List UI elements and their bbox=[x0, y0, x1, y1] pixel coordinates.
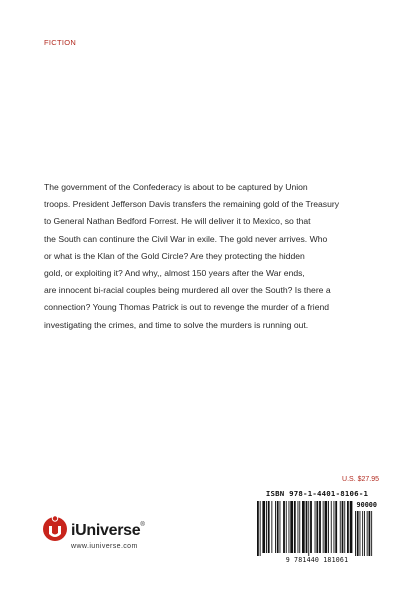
barcode-bar bbox=[350, 501, 353, 553]
barcode-bar bbox=[347, 501, 349, 553]
barcode-bar bbox=[331, 501, 332, 553]
barcode-bar bbox=[271, 501, 272, 553]
isbn-number: ISBN 978-1-4401-8106-1 bbox=[265, 489, 369, 498]
genre-label: FICTION bbox=[44, 38, 77, 47]
blurb-line: gold, or exploiting it? And why,, almost 150 years after the War ends, bbox=[44, 268, 305, 279]
addon-barcode-bar bbox=[357, 511, 359, 556]
blurb-line: are innocent bi-racial couples being murdered all over the South? Is there a bbox=[44, 285, 331, 296]
addon-barcode-bar bbox=[367, 511, 368, 556]
barcode-bar bbox=[342, 501, 344, 553]
back-cover-blurb bbox=[44, 179, 384, 334]
blurb-line: investigating the crimes, and time to solve the murders is running out. bbox=[44, 319, 309, 330]
registered-mark: ® bbox=[140, 522, 145, 528]
barcode-bar bbox=[280, 501, 281, 553]
barcode-bar bbox=[319, 501, 321, 553]
barcode-bar bbox=[257, 501, 259, 556]
barcode-bar bbox=[275, 501, 276, 553]
blurb-line: or what is the Klan of the Gold Circle? Are they protecting the hidden bbox=[44, 250, 305, 261]
blurb-line: connection? Young Thomas Patrick is out to revenge the murder of a friend bbox=[44, 302, 330, 313]
barcode-bar bbox=[302, 501, 305, 553]
publisher-logo bbox=[42, 513, 182, 563]
barcode-bar bbox=[328, 501, 329, 553]
publisher-url: www.iuniverse.com bbox=[71, 543, 138, 550]
barcode-bar bbox=[277, 501, 279, 553]
barcode-bar bbox=[325, 501, 328, 553]
barcode-bar bbox=[308, 501, 309, 556]
barcode-bar bbox=[316, 501, 318, 553]
barcode-bar bbox=[334, 501, 335, 553]
barcode-bar bbox=[290, 501, 293, 553]
barcode-bar bbox=[266, 501, 267, 553]
blurb-line: troops. President Jefferson Davis transfers the remaining gold of the Treasury bbox=[44, 199, 340, 210]
addon-barcode-bar bbox=[362, 511, 363, 556]
barcode-digits: 9 781440 181061 bbox=[285, 556, 349, 564]
addon-barcode-bar bbox=[364, 511, 365, 556]
barcode-price-code: 90000 bbox=[356, 501, 377, 509]
blurb-line: the South can continure the Civil War in exile. The gold never arrives. Who bbox=[44, 233, 328, 244]
isbn-barcode bbox=[255, 489, 379, 567]
addon-barcode-bar bbox=[371, 511, 372, 556]
addon-barcode-bar bbox=[355, 511, 356, 556]
barcode-bar bbox=[315, 501, 316, 553]
barcode-bar bbox=[340, 501, 341, 553]
barcode-bar bbox=[310, 501, 312, 553]
barcode-bar bbox=[335, 501, 337, 553]
barcode-bar bbox=[286, 501, 287, 553]
addon-barcode-bar bbox=[369, 511, 371, 556]
barcode-bar bbox=[283, 501, 285, 553]
barcode-bar bbox=[262, 501, 265, 553]
barcode-bar bbox=[323, 501, 324, 553]
barcode-bar bbox=[344, 501, 345, 553]
barcode-bar bbox=[268, 501, 270, 553]
publisher-name bbox=[71, 522, 144, 540]
addon-barcode-bar bbox=[360, 511, 361, 556]
iuniverse-logo-icon bbox=[42, 513, 68, 543]
barcode-bar bbox=[299, 501, 300, 553]
barcode-bars bbox=[255, 501, 379, 556]
price-label: U.S. $27.95 bbox=[342, 476, 379, 483]
barcode-bar bbox=[289, 501, 290, 553]
blurb-line: The government of the Confederacy is about to be captured by Union bbox=[44, 182, 308, 192]
barcode-bar bbox=[306, 501, 308, 553]
barcode-bar bbox=[260, 501, 261, 556]
blurb-line: to General Nathan Bedford Forrest. He will deliver it to Mexico, so that bbox=[44, 216, 311, 227]
publisher-name-text: iUniverse bbox=[71, 522, 141, 539]
barcode-bar bbox=[298, 501, 299, 553]
barcode-bar bbox=[294, 501, 296, 553]
